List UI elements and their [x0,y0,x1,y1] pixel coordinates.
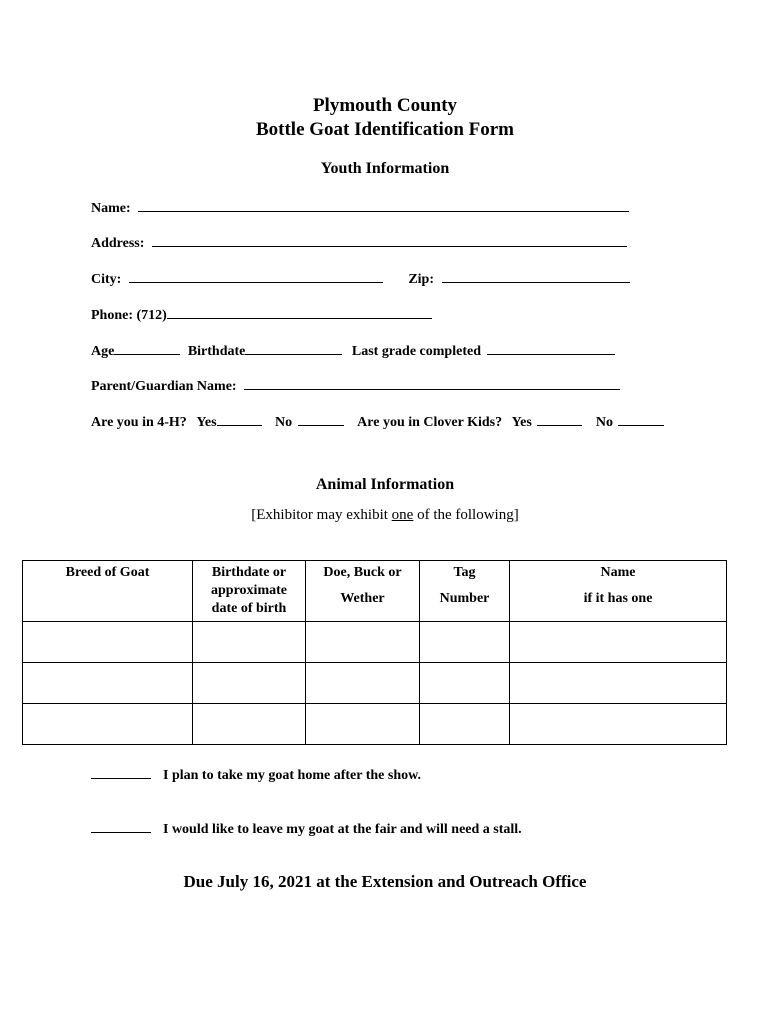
age-row [91,342,615,360]
header-birthdate [193,561,306,622]
exhibitor-note [0,507,770,524]
city-zip-row [91,270,630,288]
fourh-question: Are you in 4-H? [91,415,187,430]
leave-stall-blank[interactable] [91,820,151,833]
zip-field[interactable] [442,270,630,283]
header-sex [306,561,420,622]
take-home-label: I plan to take my goat home after the show. [163,768,421,783]
header-sex-line: Wether [340,591,385,606]
table-cell[interactable] [23,622,193,663]
grade-label: Last grade completed [351,344,481,359]
take-home-option [91,766,421,784]
table-cell[interactable] [23,704,193,745]
address-field[interactable] [152,234,627,247]
header-birthdate-line: approximate [211,583,287,598]
table-cell[interactable] [306,622,420,663]
header-name-line: if it has one [583,591,653,606]
grade-field[interactable] [487,342,615,355]
note-underlined: one [391,507,414,523]
table-cell[interactable] [193,622,306,663]
age-label: Age [91,344,115,359]
due-date-notice: Due July 16, 2021 at the Extension and Outreach Office [183,872,587,891]
fourh-no-field[interactable] [298,413,344,426]
table-cell[interactable] [510,663,727,704]
membership-row [91,413,664,431]
youth-info-heading: Youth Information [320,160,450,177]
age-field[interactable] [114,342,180,355]
zip-label: Zip: [408,272,435,287]
name-label: Name: [91,201,131,216]
birthdate-field[interactable] [245,342,342,355]
take-home-blank[interactable] [91,766,151,779]
clover-yes-field[interactable] [537,413,582,426]
city-label: City: [91,272,122,287]
table-row [23,704,727,745]
table-row [23,663,727,704]
header-birthdate-line: date of birth [211,601,287,616]
table-cell[interactable] [510,704,727,745]
header-name [510,561,727,622]
fourh-yes-label: Yes [196,415,217,430]
header-name-line: Name [600,565,636,580]
fourh-no-label: No [275,415,293,430]
city-field[interactable] [129,270,383,283]
guardian-field[interactable] [244,377,620,390]
guardian-label: Parent/Guardian Name: [91,379,237,394]
header-breed-line: Breed of Goat [65,565,150,580]
header-tag-line: Tag [453,565,476,580]
goat-table [22,560,727,745]
form-title: Bottle Goat Identification Form [255,119,515,140]
header-breed [23,561,193,622]
table-row [23,622,727,663]
leave-stall-label: I would like to leave my goat at the fair and will need a stall. [163,822,522,837]
header-sex-line: Doe, Buck or [323,565,402,580]
form-county-title: Plymouth County [312,95,458,116]
birthdate-label: Birthdate [187,344,246,359]
table-cell[interactable] [306,663,420,704]
clover-no-label: No [595,415,613,430]
header-tag [420,561,510,622]
note-pre: [Exhibitor may exhibit [251,507,392,523]
name-row [91,199,629,217]
table-header-row [23,561,727,622]
leave-stall-option [91,820,522,838]
table-cell[interactable] [306,704,420,745]
name-field[interactable] [138,199,629,212]
clover-no-field[interactable] [618,413,664,426]
header-birthdate-line: Birthdate or [211,565,287,580]
table-cell[interactable] [510,622,727,663]
address-label: Address: [91,236,145,251]
fourh-yes-field[interactable] [217,413,262,426]
address-row [91,234,627,252]
table-cell[interactable] [420,704,510,745]
clover-question: Are you in Clover Kids? [357,415,503,430]
phone-row [91,306,432,324]
table-cell[interactable] [23,663,193,704]
phone-field[interactable] [167,306,432,319]
animal-info-heading: Animal Information [315,476,455,493]
table-cell[interactable] [420,663,510,704]
phone-label: Phone: (712) [91,308,167,323]
clover-yes-label: Yes [511,415,532,430]
header-tag-line: Number [439,591,490,606]
guardian-row [91,377,620,395]
table-cell[interactable] [193,663,306,704]
note-post: of the following] [413,507,519,523]
table-cell[interactable] [420,622,510,663]
table-cell[interactable] [193,704,306,745]
